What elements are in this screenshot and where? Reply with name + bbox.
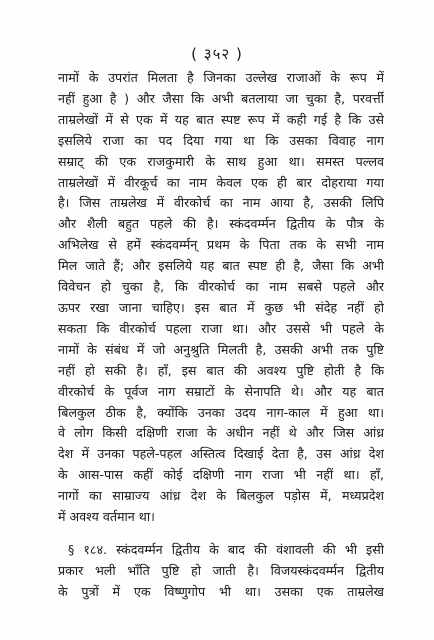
text-line: सकता कि वीरकोर्च पहला राजा था। और उससे भी पहले के	[58, 320, 384, 336]
page-number: ( ३५२ )	[191, 45, 243, 63]
text-line: और शैली बहुत पहले की है। स्कंदवर्म्मन द्वितीय के पौत्र के	[58, 216, 384, 232]
text-line: नागों का साम्राज्य आंध्र देश के बिलकुल पड़ोस में, मध्यप्रदेश	[58, 488, 384, 504]
section-heading-line: § १८४. स्कंदवर्म्मन द्वितीय के बाद की वंशावली की भी इसी	[68, 542, 384, 557]
text-line: ऊपर रखा जाना चाहिए। इस बात में कुछ भी संदेह नहीं हो	[58, 299, 384, 315]
text-line: वीरकोर्च के पूर्वज नाग सम्राटों के सेनापति थे। और यह बात	[58, 383, 384, 399]
text-line: सम्राट् की एक राजकुमारी के साथ हुआ था। समस्त पल्लव	[58, 153, 384, 169]
text-line: नहीं हुआ है ) और जैसा कि अभी बतलाया जा चुका है, परवर्त्ती	[58, 90, 384, 106]
text-line: विवेचन हो चुका है, कि वीरकोर्च का नाम सबसे पहले और	[58, 279, 384, 295]
main-paragraph	[58, 68, 384, 528]
text-line: में अवश्य वर्तमान था।	[58, 509, 155, 525]
text-line: वे लोग किसी दक्षिणी राजा के अधीन नहीं थे और जिस आंध्र	[58, 425, 384, 441]
text-line: के आस-पास कहीं कोई दक्षिणी नाग राजा भी नहीं था। हाँ,	[58, 467, 384, 483]
text-line: ताम्रलेखों में वीरकूर्च का नाम केवल एक ही बार दोहराया गया	[58, 174, 384, 190]
text-line: है। जिस ताम्रलेख में वीरकोर्च का नाम आया है, उसकी लिपि	[58, 195, 384, 211]
text-line: अभिलेख से हमें स्कंदवर्म्मन् प्रथम के पिता तक के सभी नाम	[58, 237, 384, 253]
text-line: मिल जाते हैं; और इसलिये यह बात स्पष्ट ही है, जैसा कि अभी	[58, 258, 384, 274]
section-184-paragraph	[58, 540, 384, 603]
text-line: इसलिये राजा का पद दिया गया था कि उसका विवाह नाग	[58, 132, 384, 148]
text-line: बिलकुल ठीक है, क्योंकि उनका उदय नाग-काल में हुआ था।	[58, 404, 384, 420]
text-line: नहीं हो सकी है। हाँ, इस बात की अवश्य पुष्टि होती है कि	[58, 362, 384, 378]
text-line: ताम्रलेखों में से एक में यह बात स्पष्ट रूप में कही गई है कि उसे	[58, 111, 384, 127]
text-line: प्रकार भली भाँति पुष्टि हो जाती है। विजयस्कंदवर्म्मन द्वितीय	[58, 562, 384, 578]
text-line: के पुत्रों में एक विष्णुगोप भी था। उसका एक ताम्रलेख	[58, 583, 384, 599]
text-line: नामों के उपरांत मिलता है जिनका उल्लेख राजाओं के रूप में	[58, 70, 384, 85]
text-line: देश में उनका पहले-पहल अस्तित्व दिखाई देता है, उस आंध्र देश	[58, 446, 384, 462]
text-line: नामों के संबंध में जो अनुश्रुति मिलती है, उसकी अभी तक पुष्टि	[58, 341, 384, 357]
